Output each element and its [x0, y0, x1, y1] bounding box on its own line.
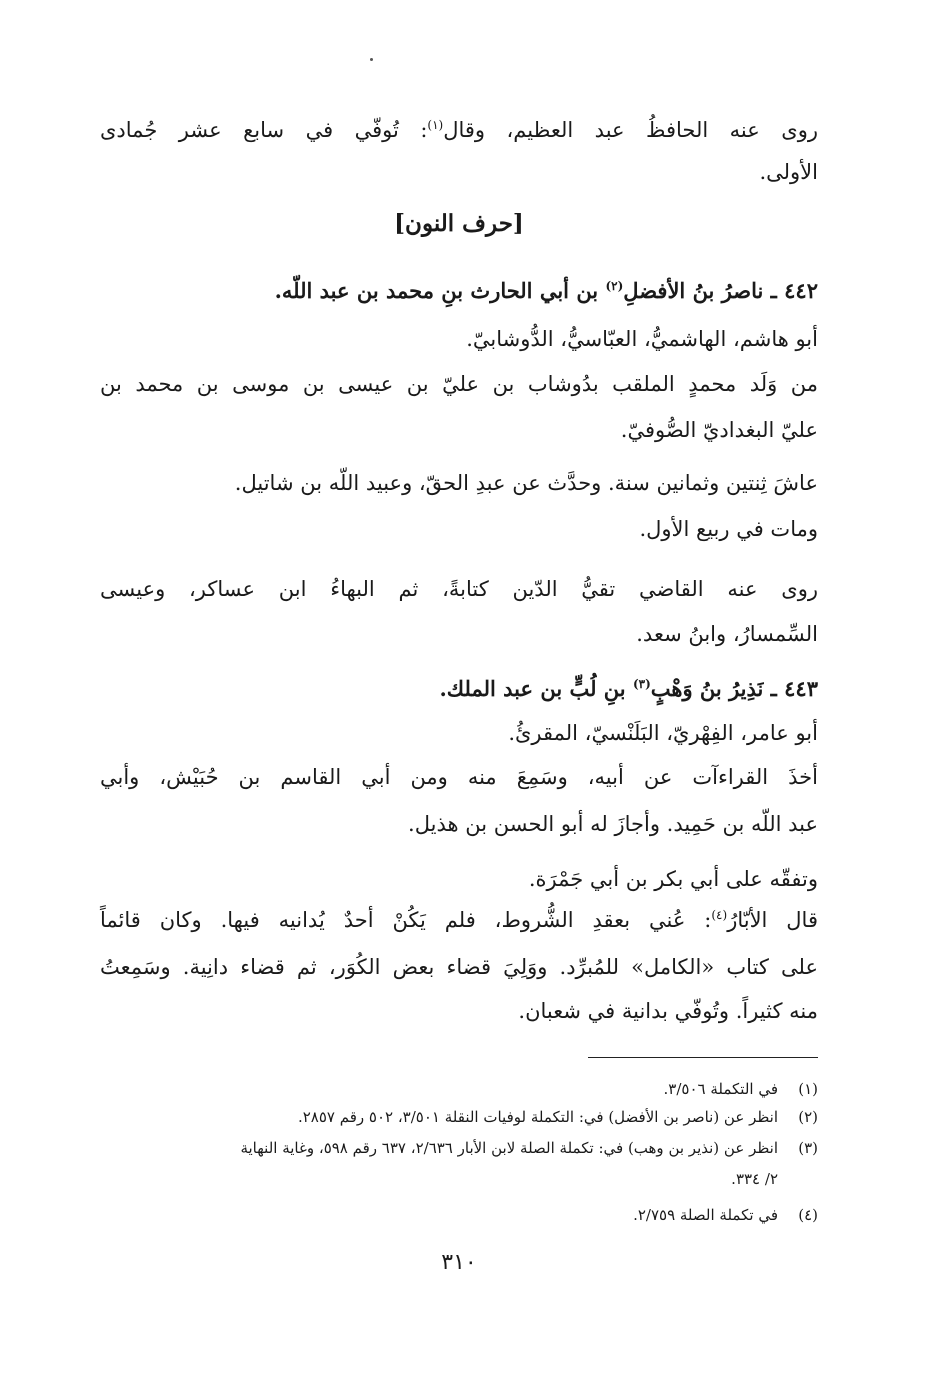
footnote-separator	[588, 1057, 818, 1058]
section-heading: [حرف النون]	[394, 210, 524, 237]
text-line-16: قال الأبّارُ$^{(٤)}$: عُني بعقدِ الشُّروط، فلم يَكُنْ أحدٌ يُدانيه فيها. وكان قائماً	[100, 908, 818, 932]
text-line-5: من وَلَد محمدٍ الملقب بدُوشاب بن عليّ بن عيسى بن موسى بن محمد بن	[100, 372, 818, 396]
text-line-10: السِّمسارُ، وابنُ سعد.	[636, 622, 818, 646]
text-line-17: على كتاب «الكامل» للمُبرِّد. ووَلِيَ قضاء بعض الكُوَر، ثم قضاء دانِية. وسَمِعتُ	[100, 955, 818, 979]
text-line-4: أبو هاشم، الهاشميُّ، العبّاسيُّ، الدُّوشابيّ.	[466, 327, 818, 351]
footnote-2: (٢)انظر عن (ناصر بن الأفضل) في: التكملة لوفيات النقلة ٣/٥٠١، ٥٠٢ رقم ٢٨٥٧.	[297, 1108, 818, 1126]
document-page	[100, 0, 818, 1379]
text-line-7: عاشَ ثِنتين وثمانين سنة. وحدَّث عن عبدِ الحقّ، وعبيد اللّه بن شاتيل.	[234, 471, 818, 495]
text-line-1: روى عنه الحافظُ عبد العظيم، وقال$^{(١)}$: تُوفّي في سابع عشر جُمادى	[100, 118, 818, 142]
top-dot	[370, 58, 373, 61]
text-line-13: أخذَ القراءآت عن أبيه، وسَمِعَ منه ومن أبي القاسم بن حُبَيْش، وأبي	[100, 765, 818, 789]
entry-443-title: ٤٤٣ ـ نَذِيرُ بنُ وَهْبٍ$^{(٣)}$ بنِ لُبٍّ بن عبد الملك.	[439, 676, 818, 701]
text-line-15: وتفقّه على أبي بكر بن أبي جَمْرَة.	[528, 867, 818, 891]
footnote-3: (٣)انظر عن (نذير بن وهب) في: تكملة الصلة لابن الأبار ٢/٦٣٦، ٦٣٧ رقم ٥٩٨، وغاية النهاية	[240, 1139, 818, 1157]
footnote-4: (٤)في تكملة الصلة ٢/٧٥٩.	[633, 1206, 818, 1224]
text-line-6: عليّ البغداديّ الصُّوفيّ.	[620, 418, 818, 442]
text-line-12: أبو عامر، الفِهْريّ، البَلَنْسيّ، المقرئُ.	[508, 721, 818, 745]
text-line-18: منه كثيراً. وتُوفّي بدانية في شعبان.	[518, 999, 818, 1023]
text-line-9: روى عنه القاضي تقيُّ الدّين كتابةً، ثم البهاءُ ابن عساكر، وعيسى	[100, 577, 818, 601]
footnote-3-continued: ٢/ ٣٣٤.	[731, 1170, 778, 1188]
text-line-8: ومات في ربيع الأول.	[639, 517, 818, 541]
text-line-2: الأولى.	[759, 160, 818, 184]
entry-442-title: ٤٤٢ ـ ناصرُ بنُ الأفضلِ$^{(٢)}$ بن أبي الحارث بنِ محمد بن عبد اللّه.	[274, 278, 818, 303]
text-line-14: عبد اللّه بن حَمِيد. وأجازَ له أبو الحسن بن هذيل.	[408, 812, 818, 836]
footnote-1: (١)في التكملة ٣/٥٠٦.	[663, 1080, 818, 1098]
page-number: ٣١٠	[441, 1250, 477, 1275]
